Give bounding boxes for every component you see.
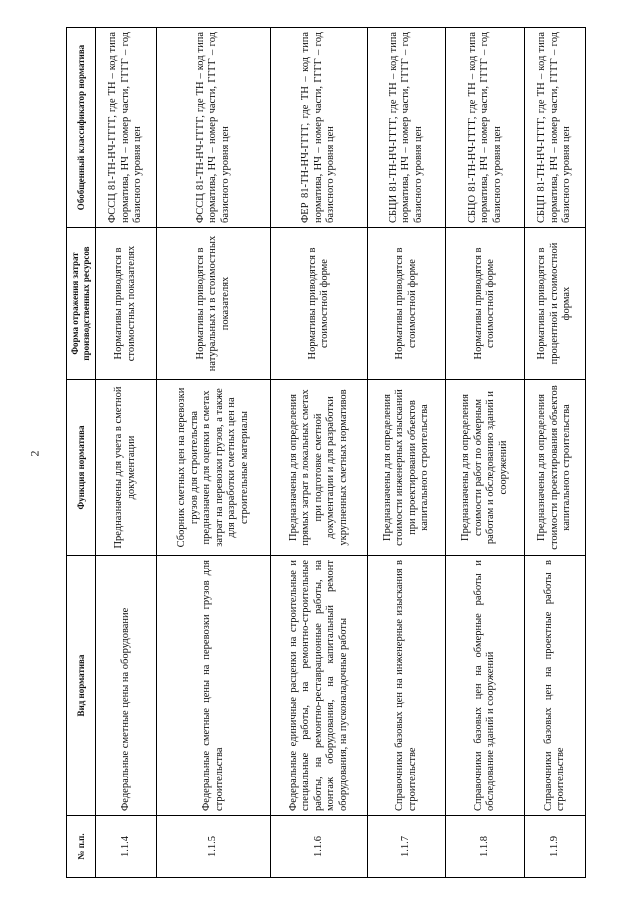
header-function: Функция норматива bbox=[67, 380, 96, 556]
normative-table bbox=[66, 27, 586, 878]
table-row bbox=[156, 28, 270, 878]
table-row bbox=[271, 28, 368, 878]
row-function: Сборник сметных цен на перевозки грузов для строительства предназначен для оценки в сметах затрат на перевозки грузов, а также для разработки сметных цен на строительные материалы bbox=[156, 380, 270, 556]
row-kind: Справочники базовых цен на проектные работы в строительстве bbox=[525, 556, 586, 816]
row-kind: Федеральные единичные расценки на строительные и специальные работы, на ремонтно-строительные работы, на ремонтно-реставрационные работы, на монтаж оборудования, на капитальный ремонт оборудования, на пусконаладочные работы bbox=[271, 556, 368, 816]
row-function: Предназначены для учета в сметной документации bbox=[96, 380, 157, 556]
row-classifier: ФССЦ 81-ТН-НЧ-ГГГГ, где ТН – код типа норматива, НЧ – номер части, ГГГГ – год базисного уровня цен bbox=[156, 28, 270, 228]
row-number: 1.1.4 bbox=[96, 816, 157, 878]
row-kind: Федеральные сметные цены на перевозки грузов для строительства bbox=[156, 556, 270, 816]
row-function: Предназначены для определения прямых затрат в локальных сметах при подготовке сметной документации и для разработки укрупненных сметных нормативов bbox=[271, 380, 368, 556]
row-number: 1.1.7 bbox=[367, 816, 446, 878]
row-number: 1.1.8 bbox=[446, 816, 525, 878]
row-classifier: СБЦП 81-ТН-НЧ-ГГГГ, где ТН – код типа норматива, НЧ – номер части, ГГГГ – год базисного уровня цен bbox=[525, 28, 586, 228]
row-function: Предназначены для определения стоимости инженерных изысканий при проектировании объектов капитального строительства bbox=[367, 380, 446, 556]
row-classifier: ФССЦ 81-ТН-НЧ-ГГГГ, где ТН – код типа норматива, НЧ – номер части, ГГГГ – год базисного уровня цен bbox=[96, 28, 157, 228]
row-classifier: СБЦО 81-ТН-НЧ-ГГГГ, где ТН – код типа норматива, НЧ – номер части, ГГГГ – год базисного уровня цен bbox=[446, 28, 525, 228]
row-form: Нормативы приводятся в натуральных и в стоимостных показателях bbox=[156, 228, 270, 380]
row-number: 1.1.6 bbox=[271, 816, 368, 878]
header-kind: Вид норматива bbox=[67, 556, 96, 816]
row-classifier: ФЕР 81-ТН-НЧ-ГГГГ, где ТН – код типа норматива, НЧ – номер части, ГГГГ – год базисного уровня цен bbox=[271, 28, 368, 228]
rotated-table-wrapper bbox=[66, 28, 586, 878]
row-classifier: СБЦИ 81-ТН-НЧ-ГГГГ, где ТН – код типа норматива, НЧ – номер части, ГГГГ – год базисного уровня цен bbox=[367, 28, 446, 228]
header-form: Форма отражения затрат производственных ресурсов bbox=[67, 228, 96, 380]
header-classifier: Обобщенный классификатор норматива bbox=[67, 28, 96, 228]
table-row bbox=[367, 28, 446, 878]
row-number: 1.1.9 bbox=[525, 816, 586, 878]
row-form: Нормативы приводятся в стоимостной форме bbox=[367, 228, 446, 380]
row-form: Нормативы приводятся в стоимостной форме bbox=[446, 228, 525, 380]
row-form: Нормативы приводятся в стоимостной форме bbox=[271, 228, 368, 380]
table-row bbox=[446, 28, 525, 878]
row-function: Предназначены для определения стоимости работ по обмерным работам и обследованию зданий и сооружений bbox=[446, 380, 525, 556]
row-kind: Федеральные сметные цены на оборудование bbox=[96, 556, 157, 816]
row-form: Нормативы приводятся в стоимостных показателях bbox=[96, 228, 157, 380]
row-function: Предназначены для определения стоимости проектирования объектов капитального строительства bbox=[525, 380, 586, 556]
row-form: Нормативы приводятся в процентной и стоимостной формах bbox=[525, 228, 586, 380]
table-header-row bbox=[67, 28, 96, 878]
row-number: 1.1.5 bbox=[156, 816, 270, 878]
row-kind: Справочники базовых цен на обмерные работы и обследование зданий и сооружений bbox=[446, 556, 525, 816]
row-kind: Справочники базовых цен на инженерные изыскания в строительстве bbox=[367, 556, 446, 816]
header-num: № п.п. bbox=[67, 816, 96, 878]
page-number: 2 bbox=[27, 450, 42, 457]
table-row bbox=[525, 28, 586, 878]
table-row bbox=[96, 28, 157, 878]
